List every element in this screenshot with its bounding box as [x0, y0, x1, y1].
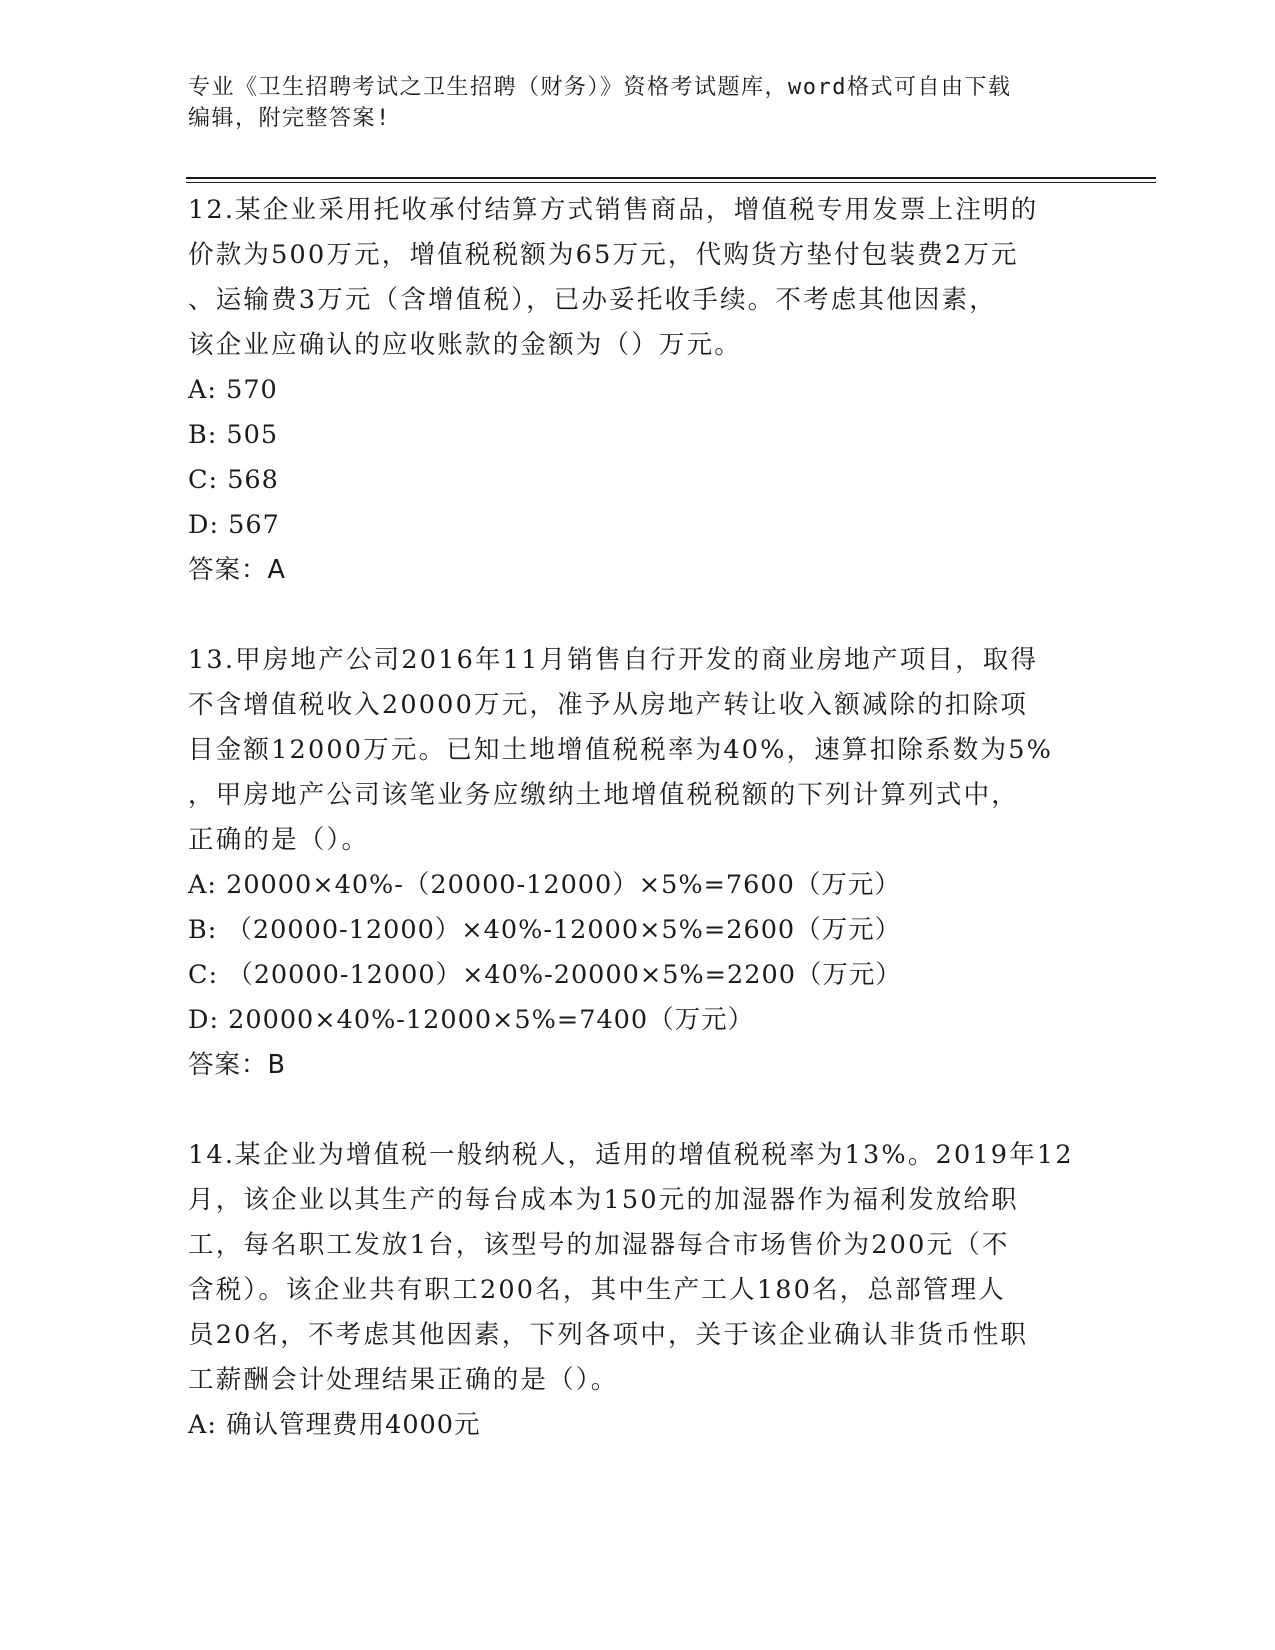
- option-c: C: 568: [188, 465, 279, 495]
- question-13: [188, 638, 1093, 1088]
- question-stem-line: 不含增值税收入20000万元，准予从房地产转让收入额减除的扣除项: [188, 690, 1029, 720]
- header-line-2: 编辑，附完整答案!: [188, 106, 391, 131]
- question-stem-line: 、运输费3万元（含增值税），已办妥托收手续。不考虑其他因素，: [188, 285, 997, 315]
- question-stem-line: 13.甲房地产公司2016年11月销售自行开发的商业房地产项目，取得: [188, 645, 1039, 675]
- question-stem-line: ，甲房地产公司该笔业务应缴纳土地增值税税额的下列计算列式中，: [188, 780, 1020, 810]
- option-d: D: 567: [188, 510, 280, 540]
- option-a: A: 确认管理费用4000元: [188, 1410, 481, 1440]
- question-14: [188, 1133, 1093, 1448]
- header-line-1: 专业《卫生招聘考试之卫生招聘（财务）》资格考试题库，word格式可自由下载: [188, 75, 1012, 100]
- option-b: B: （20000-12000）×40%-12000×5%=2600（万元）: [188, 915, 902, 945]
- answer-line: 答案：A: [188, 555, 286, 585]
- option-d: D: 20000×40%-12000×5%=7400（万元）: [188, 1005, 755, 1035]
- header-rule-thin: [186, 182, 1156, 183]
- option-a: A: 570: [188, 375, 278, 405]
- question-stem-line: 工薪酬会计处理结果正确的是（）。: [188, 1365, 619, 1395]
- question-spacer: [188, 1088, 1093, 1133]
- question-stem-line: 月，该企业以其生产的每台成本为150元的加湿器作为福利发放给职: [188, 1185, 1019, 1215]
- question-stem-line: 正确的是（）。: [188, 825, 370, 855]
- option-b: B: 505: [188, 420, 279, 450]
- question-stem-line: 员20名，不考虑其他因素，下列各项中，关于该企业确认非货币性职: [188, 1320, 1029, 1350]
- question-stem-line: 含税）。该企业共有职工200名，其中生产工人180名，总部管理人: [188, 1275, 1006, 1305]
- question-stem-line: 价款为500万元，增值税税额为65万元，代购货方垫付包装费2万元: [188, 240, 1019, 270]
- question-stem-line: 14.某企业为增值税一般纳税人，适用的增值税税率为13%。2019年12: [188, 1140, 1074, 1170]
- question-stem-line: 12.某企业采用托收承付结算方式销售商品，增值税专用发票上注明的: [188, 195, 1039, 225]
- question-list: [188, 188, 1093, 1448]
- question-stem-line: 工，每名职工发放1台，该型号的加湿器每合市场售价为200元（不: [188, 1230, 1010, 1260]
- option-a: A: 20000×40%-（20000-12000）×5%=7600（万元）: [188, 870, 901, 900]
- page-header: [188, 72, 1088, 134]
- question-12: [188, 188, 1093, 593]
- question-spacer: [188, 593, 1093, 638]
- question-stem-line: 该企业应确认的应收账款的金额为（）万元。: [188, 330, 743, 360]
- question-stem-line: 目金额12000万元。已知土地增值税税率为40%，速算扣除系数为5%: [188, 735, 1054, 765]
- option-c: C: （20000-12000）×40%-20000×5%=2200（万元）: [188, 960, 902, 990]
- answer-line: 答案：B: [188, 1050, 286, 1080]
- header-rule-thick: [186, 177, 1156, 179]
